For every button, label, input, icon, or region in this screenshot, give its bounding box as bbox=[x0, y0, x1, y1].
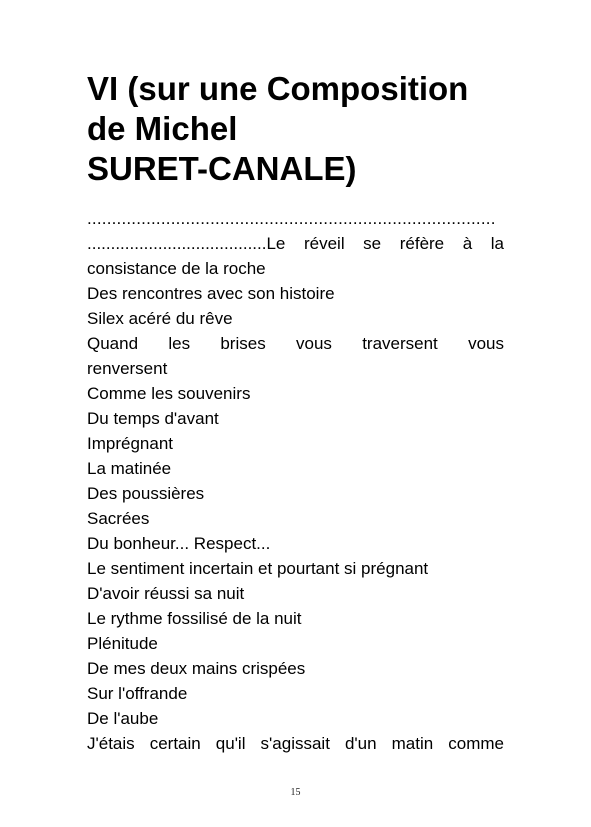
poem-line: Des poussières bbox=[87, 484, 205, 503]
poem-line: Le rythme fossilisé de la nuit bbox=[87, 609, 302, 628]
poem-line: renversent bbox=[87, 359, 168, 378]
poem-line: De mes deux mains crispées bbox=[87, 659, 306, 678]
poem-line: J'étais certain qu'il s'agissait d'un matin comme bbox=[87, 734, 504, 753]
poem-line: Sur l'offrande bbox=[87, 684, 188, 703]
page-title bbox=[87, 69, 527, 189]
poem-line: consistance de la roche bbox=[87, 259, 266, 278]
poem-line: ......................................Le réveil se réfère à la bbox=[87, 234, 504, 253]
poem-line: Du temps d'avant bbox=[87, 409, 219, 428]
poem-line: De l'aube bbox=[87, 709, 159, 728]
poem-line: La matinée bbox=[87, 459, 172, 478]
poem-line: Imprégnant bbox=[87, 434, 173, 453]
poem-line: Le sentiment incertain et pourtant si prégnant bbox=[87, 559, 429, 578]
poem-body bbox=[87, 206, 504, 756]
poem-line: D'avoir réussi sa nuit bbox=[87, 584, 245, 603]
poem-line: Sacrées bbox=[87, 509, 150, 528]
title-line-1: VI (sur une Composition bbox=[87, 70, 469, 107]
poem-line: Des rencontres avec son histoire bbox=[87, 284, 335, 303]
title-line-2: de Michel bbox=[87, 110, 238, 147]
poem-line: Comme les souvenirs bbox=[87, 384, 251, 403]
poem-line: ................................................................................... bbox=[87, 209, 496, 228]
poem-line: Plénitude bbox=[87, 634, 158, 653]
title-line-3: SURET-CANALE) bbox=[87, 150, 357, 187]
poem-line: Silex acéré du rêve bbox=[87, 309, 233, 328]
poem-line: Quand les brises vous traversent vous bbox=[87, 334, 504, 353]
poem-line: Du bonheur... Respect... bbox=[87, 534, 271, 553]
page-number: 15 bbox=[290, 787, 301, 798]
